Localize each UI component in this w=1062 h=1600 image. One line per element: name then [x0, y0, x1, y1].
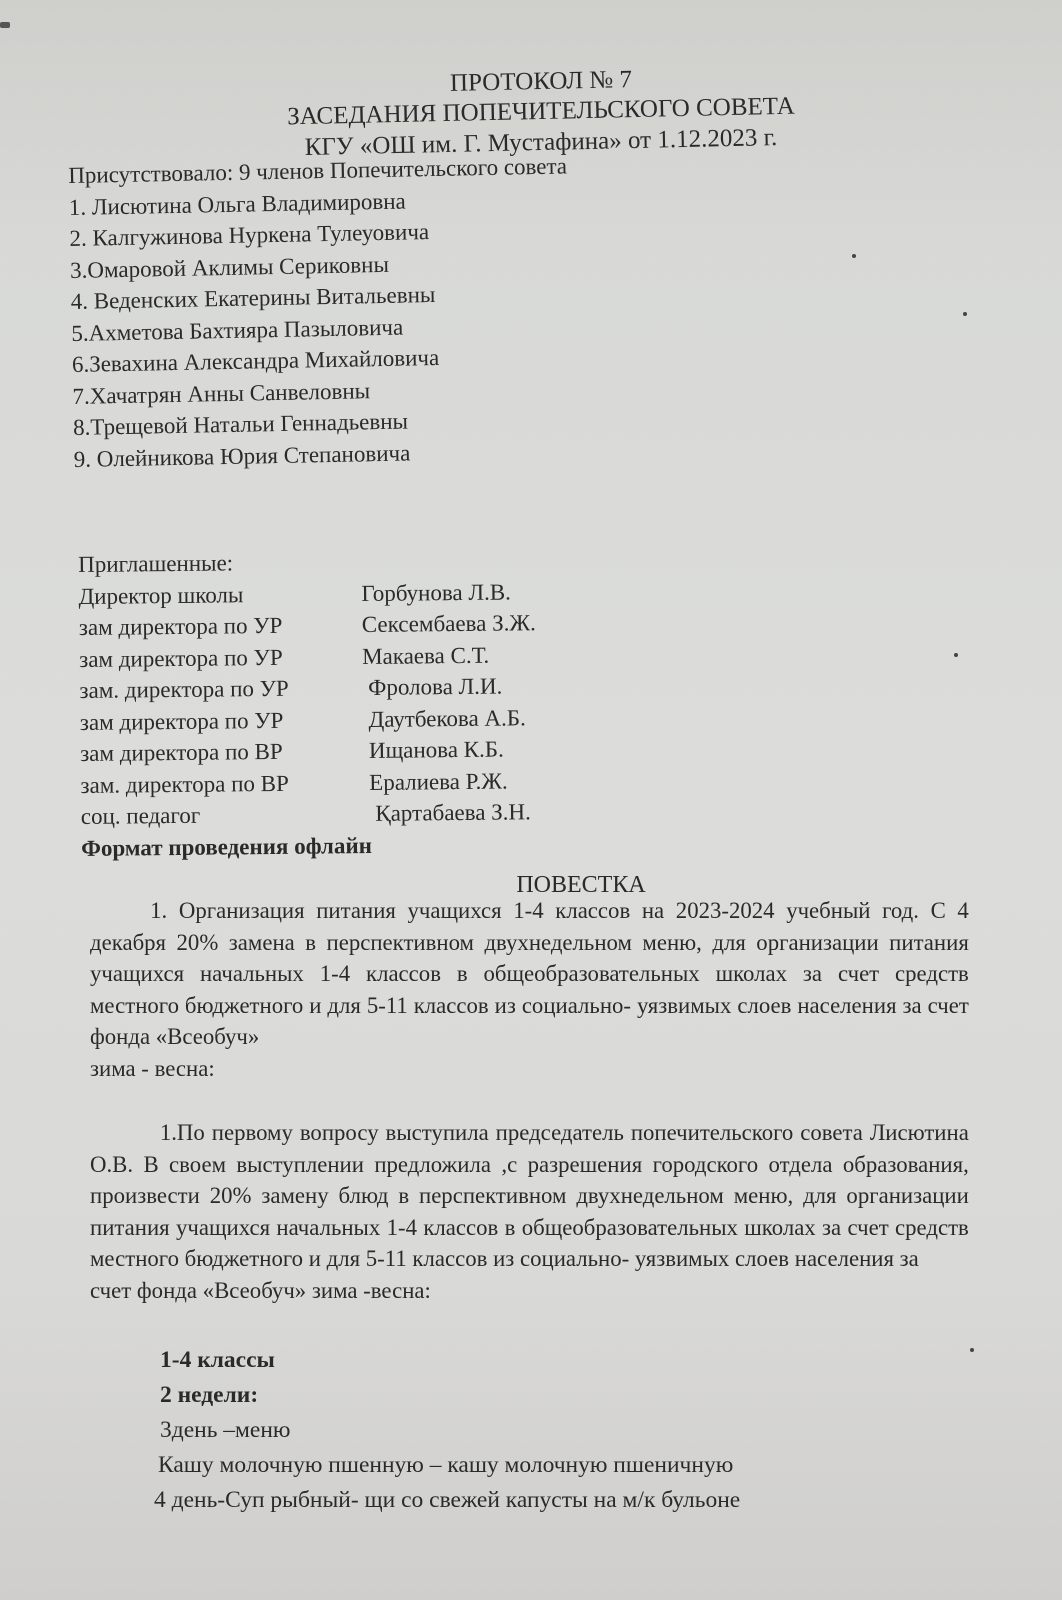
grades-heading: 1-4 классы — [160, 1347, 275, 1373]
invited-heading: Приглашенные: — [78, 550, 234, 577]
invited-name: Макаева С.Т. — [362, 642, 490, 669]
member-item: 3.Омаровой Аклимы Сериковны — [69, 251, 390, 283]
protocol-number: ПРОТОКОЛ № 7 — [449, 66, 633, 97]
member-item: 4. Веденских Екатерины Витальевны — [70, 281, 436, 314]
member-item: 1. Лисютина Ольга Владимировна — [68, 188, 406, 220]
discussion-text-end: счет фонда «Всеобуч» зима -весна: — [90, 1277, 431, 1304]
discussion-text: 1.По первому вопросу выступила председатель попечительского совета Лисютина О.В. В своем выступлении предложила ,с разрешения городского отдела образования, произвести 20% замену блюд в перспективном двухнедельном меню, для организации питания учащихся начальных 1-4 классов в общеобразовательных школах за счет средств местного бюджетного и для 5-11 классов из социально- уязвимых слоев населения за — [90, 1120, 969, 1273]
day-3-heading: 3день –меню — [160, 1417, 291, 1443]
attendance-intro: Присутствовало: 9 членов Попечительского совета — [68, 153, 568, 188]
agenda-item-1-text: 1. Организация питания учащихся 1-4 классов на 2023-2024 учебный год. С 4 декабря 20% замена в перспективном двухнедельном меню, для организации питания учащихся начальных 1-4 классов в общеобразовательных школах за счет средств местного бюджетного и для 5-11 классов из социально- уязвимых слоев населения за счет фонда «Всеобуч» — [90, 898, 969, 1051]
menu-changes — [154, 1343, 741, 1518]
invited-role: соц. педагог — [80, 802, 201, 829]
day-3-menu-item: Кашу молочную пшенную – кашу молочную пшеничную — [158, 1452, 734, 1478]
invited-role: зам директора по УР — [79, 644, 283, 672]
discussion-paragraph — [90, 1118, 969, 1308]
invited-name: Горбунова Л.В. — [361, 578, 511, 606]
paper-speck — [970, 1348, 974, 1352]
member-item: 7.Хачатрян Анны Санвеловны — [72, 377, 371, 409]
agenda-item-1-end: зима - весна: — [90, 1055, 215, 1082]
protocol-title: ЗАСЕДАНИЯ ПОПЕЧИТЕЛЬСКОГО СОВЕТА — [286, 92, 796, 131]
invited-section — [78, 543, 641, 864]
invited-name: Фролова Л.И. — [362, 673, 503, 701]
invited-role: зам директора по УР — [78, 612, 283, 640]
day-4-menu-item: 4 день-Суп рыбный- щи со свежей капусты на м/к бульоне — [154, 1487, 741, 1513]
member-item: 8.Трещевой Натальи Геннадьевны — [72, 408, 409, 440]
agenda-item-1 — [90, 896, 969, 1086]
invited-name: Қартабаева З.Н. — [363, 799, 531, 827]
invited-role: зам директора по УР — [79, 707, 284, 735]
meeting-format: Формат проведения офлайн — [81, 832, 372, 861]
invited-role: Директор школы — [78, 581, 244, 609]
invited-name: Сексембаева З.Ж. — [361, 610, 536, 638]
invited-name: Ищанова К.Б. — [362, 736, 504, 764]
member-item: 5.Ахметова Бахтияра Пазыловича — [71, 314, 404, 346]
paper-speck — [954, 653, 958, 657]
protocol-organization-date: КГУ «ОШ им. Г. Мустафина» от 1.12.2023 г. — [304, 124, 778, 161]
paper-speck — [852, 254, 856, 258]
agenda-title: ПОВЕСТКА — [516, 872, 646, 898]
invited-name: Ералиева Р.Ж. — [363, 768, 508, 795]
invited-role: зам. директора по ВР — [80, 770, 289, 798]
invited-role: зам. директора по УР — [79, 675, 289, 703]
member-item: 6.Зевахина Александра Михайловича — [71, 344, 440, 377]
paper-speck — [963, 312, 967, 316]
attendance-section — [68, 148, 694, 475]
member-item: 9. Олейникова Юрия Степановича — [73, 439, 411, 472]
invited-role: зам директора по ВР — [80, 738, 283, 766]
page-edge-mark — [0, 22, 10, 28]
member-item: 2. Калгужинова Нуркена Тулеуовича — [69, 219, 430, 251]
invited-name: Даутбекова А.Б. — [362, 704, 526, 732]
weeks-heading: 2 недели: — [160, 1382, 259, 1408]
